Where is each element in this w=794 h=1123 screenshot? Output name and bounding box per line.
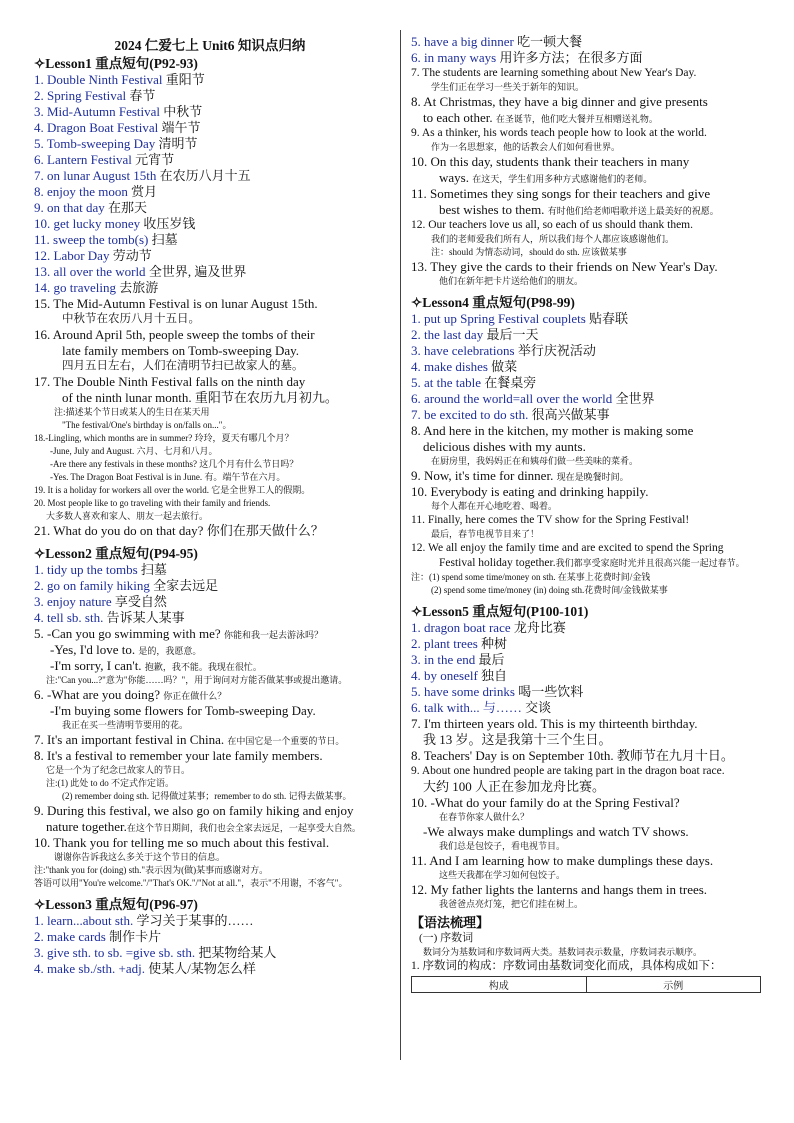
sentence-10: 10. Thank you for telling me so much about this festival. xyxy=(34,835,330,850)
lesson3-phrase-list xyxy=(34,913,386,977)
list-item: 6. talk with... 与…… 交谈 xyxy=(411,700,552,715)
sentence-11-translation: 最后，春节电视节目来了！ xyxy=(431,529,540,539)
sentence-9-translation: 大约 100 人正在参加龙舟比赛。 xyxy=(423,779,606,794)
sentence-12-note-1: 注：(1) spend some time/money on sth. 在某事上花费时间/金钱 xyxy=(411,572,651,582)
grammar-header: 【语法梳理】 xyxy=(411,915,490,930)
sentence-16-translation: 四月五日左右，人们在清明节扫已故家人的墓。 xyxy=(62,360,304,372)
page-title: 2024 仁爱七上 Unit6 知识点归纳 xyxy=(114,38,306,53)
sentence-12: 12. We all enjoy the family time and are excited to spend the Spring xyxy=(411,542,724,554)
sentence-8: 8. And here in the kitchen, my mother is making some xyxy=(411,423,694,438)
sentence-12: 12. My father lights the lanterns and hangs them in trees. xyxy=(411,882,708,897)
sentence-9-cont: nature together.在这个节日期间，我们也会全家去远足，一起享受大自然。 xyxy=(46,819,361,834)
lesson4-phrase-list xyxy=(411,311,763,423)
sentence-12-note-2: (2) spend some time/money (in) doing sth.花费时间/金钱做某事 xyxy=(431,585,668,595)
sentence-8-note-2: (2) remember doing sth. 记得做过某事；remember to do sth. 记得去做某事。 xyxy=(62,791,352,801)
sentence-10-note-1: 注:"thank you for (doing) sth."表示因为(做)某事而感谢对方。 xyxy=(34,865,269,875)
list-item: 12. Labor Day 劳动节 xyxy=(34,248,152,263)
list-item: 10. get lucky money 收压岁钱 xyxy=(34,216,196,231)
lesson1-phrase-list xyxy=(34,72,386,296)
sentence-10-cont: ways. 在这天，学生们用多种方式感谢他们的老师。 xyxy=(439,170,653,185)
right-column xyxy=(411,34,763,993)
list-item: 4. tell sb. sth. 告诉某人某事 xyxy=(34,610,185,625)
sentence-6b: -I'm buying some flowers for Tomb-sweeping Day. xyxy=(50,703,316,718)
sentence-18b: -June, July and August. 六月、七月和八月。 xyxy=(50,446,218,456)
sentence-10a: 10. -What do your family do at the Spring Festival? xyxy=(411,795,680,810)
list-item: 2. go on family hiking 全家去远足 xyxy=(34,578,219,593)
list-item: 6. around the world=all over the world 全世界 xyxy=(411,391,655,406)
sentence-7: 7. It's an important festival in China. 在中国它是一个重要的节日。 xyxy=(34,732,345,747)
grammar-subheading: (一) 序数词 xyxy=(419,932,474,944)
sentence-16-cont: late family members on Tomb-sweeping Day. xyxy=(62,343,300,358)
list-item: 1. put up Spring Festival couplets 贴春联 xyxy=(411,311,629,326)
list-item: 5. have some drinks 喝一些饮料 xyxy=(411,684,584,699)
list-item: 4. make sb./sth. +adj. 使某人/某物怎么样 xyxy=(34,961,256,976)
table-header: 示例 xyxy=(586,977,761,993)
sentence-12-cont: Festival holiday together.我们都享受家庭时光并且很高兴能一起过春节。 xyxy=(439,557,745,569)
sentence-17: 17. The Double Ninth Festival falls on the ninth day xyxy=(34,374,306,389)
sentence-9: 9. Now, it's time for dinner. 现在是晚餐时间。 xyxy=(411,468,629,483)
sentence-17-cont: of the ninth lunar month. 重阳节在农历九月初九。 xyxy=(62,390,338,405)
list-item: 6. Lantern Festival 元宵节 xyxy=(34,152,175,167)
sentence-12-note: 注：should 为情态动词，should do sth. 应该做某事 xyxy=(431,247,627,257)
sentence-10a-translation: 在春节你家人做什么？ xyxy=(439,812,530,822)
sentence-11-translation: 这些天我都在学习如何包饺子。 xyxy=(439,870,566,880)
list-item: 7. be excited to do sth. 很高兴做某事 xyxy=(411,407,610,422)
lesson2-header: ✧Lesson2 重点短句(P94-95) xyxy=(34,546,198,561)
lesson3-cont-phrase-list xyxy=(411,34,763,66)
list-item: 5. at the table 在餐桌旁 xyxy=(411,375,537,390)
sentence-9: 9. During this festival, we also go on family hiking and enjoy xyxy=(34,803,354,818)
sentence-18d: -Yes. The Dragon Boat Festival is in June. 有。端午节在六月。 xyxy=(50,472,286,482)
list-item: 3. in the end 最后 xyxy=(411,652,505,667)
sentence-10-note-2: 答语可以用"You're welcome."/"That's OK."/"Not at all."，表示"不用谢，不客气"。 xyxy=(34,878,348,888)
list-item: 6. in many ways 用许多方法；在很多方面 xyxy=(411,50,643,65)
list-item: 4. by oneself 独自 xyxy=(411,668,508,683)
sentence-7-translation: 我 13 岁。这是我第十三个生日。 xyxy=(423,732,612,747)
sentence-6a: 6. -What are you doing? 你正在做什么？ xyxy=(34,687,227,702)
sentence-6-translation: 我正在买一些清明节要用的花。 xyxy=(62,720,189,730)
sentence-5c: -I'm sorry, I can't. 抱歉，我不能。我现在很忙。 xyxy=(50,658,262,673)
list-item: 14. go traveling 去旅游 xyxy=(34,280,159,295)
sentence-13-translation: 他们在新年把卡片送给他们的朋友。 xyxy=(439,276,584,286)
sentence-7-translation: 学生们正在学习一些关于新年的知识。 xyxy=(431,82,585,92)
sentence-20-translation: 大多数人喜欢和家人、朋友一起去旅行。 xyxy=(46,511,209,521)
sentence-7: 7. I'm thirteen years old. This is my thirteenth birthday. xyxy=(411,716,698,731)
sentence-7: 7. The students are learning something about New Year's Day. xyxy=(411,67,697,79)
list-item: 2. Spring Festival 春节 xyxy=(34,88,156,103)
sentence-10b: -We always make dumplings and watch TV shows. xyxy=(423,824,689,839)
list-item: 9. on that day 在那天 xyxy=(34,200,148,215)
sentence-5a: 5. -Can you go swimming with me? 你能和我一起去游泳吗？ xyxy=(34,626,323,641)
list-item: 5. Tomb-sweeping Day 清明节 xyxy=(34,136,198,151)
sentence-11: 11. Sometimes they sing songs for their teachers and give xyxy=(411,186,711,201)
list-item: 3. give sth. to sb. =give sb. sth. 把某物给某人 xyxy=(34,945,277,960)
sentence-10-translation: 谢谢你告诉我这么多关于这个节日的信息。 xyxy=(54,852,226,862)
list-item: 1. dragon boat race 龙舟比赛 xyxy=(411,620,566,635)
lesson5-phrase-list xyxy=(411,620,763,716)
sentence-15: 15. The Mid-Autumn Festival is on lunar August 15th. xyxy=(34,296,318,311)
sentence-19: 19. It is a holiday for workers all over the world. 它是全世界工人的假期。 xyxy=(34,485,311,495)
grammar-point-1: 1. 序数词的构成：序数词由基数词变化而成，具体构成如下： xyxy=(411,960,722,972)
sentence-12-translation: 我们的老师爱我们所有人，所以我们每个人都应该感谢他们。 xyxy=(431,234,675,244)
list-item: 8. enjoy the moon 赏月 xyxy=(34,184,158,199)
sentence-5-note: 注:"Can you...?"意为"你能……吗？"，用于询问对方能否做某事或提出邀请。 xyxy=(46,675,348,685)
list-item: 1. tidy up the tombs 扫墓 xyxy=(34,562,167,577)
list-item: 3. Mid-Autumn Festival 中秋节 xyxy=(34,104,203,119)
list-item: 11. sweep the tomb(s) 扫墓 xyxy=(34,232,178,247)
sentence-17-note: 注:描述某个节日或某人的生日在某天用 xyxy=(54,407,210,417)
sentence-8: 8. Teachers' Day is on September 10th. 教师节在九月十日。 xyxy=(411,748,734,763)
sentence-9: 9. As a thinker, his words teach people how to look at the world. xyxy=(411,127,707,139)
lesson3-header: ✧Lesson3 重点短句(P96-97) xyxy=(34,897,198,912)
list-item: 2. plant trees 种树 xyxy=(411,636,508,651)
sentence-18a: 18.-Lingling, which months are in summer? 玲玲，夏天有哪几个月？ xyxy=(34,433,294,443)
list-item: 4. Dragon Boat Festival 端午节 xyxy=(34,120,201,135)
sentence-8-note-1: 注:(1) 此处 to do 不定式作定语。 xyxy=(46,778,174,788)
sentence-8: 8. At Christmas, they have a big dinner and give presents xyxy=(411,94,708,109)
list-item: 5. have a big dinner 吃一顿大餐 xyxy=(411,34,583,49)
sentence-16: 16. Around April 5th, people sweep the tombs of their xyxy=(34,327,315,342)
sentence-8: 8. It's a festival to remember your late family members. xyxy=(34,748,323,763)
list-item: 1. learn...about sth. 学习关于某事的…… xyxy=(34,913,254,928)
sentence-9: 9. About one hundred people are taking part in the dragon boat race. xyxy=(411,765,725,777)
list-item: 7. on lunar August 15th 在农历八月十五 xyxy=(34,168,251,183)
sentence-10-translation: 每个人都在开心地吃着、喝着。 xyxy=(431,501,558,511)
sentence-12: 12. Our teachers love us all, so each of us should thank them. xyxy=(411,219,694,231)
sentence-11-cont: best wishes to them. 有时他们给老师唱歌并送上最美好的祝愿。 xyxy=(439,202,719,217)
list-item: 4. make dishes 做菜 xyxy=(411,359,518,374)
sentence-20: 20. Most people like to go traveling with their family and friends. xyxy=(34,498,271,508)
sentence-17-note-2: "The festival/One's birthday is on/falls on..."。 xyxy=(62,420,232,430)
sentence-11: 11. Finally, here comes the TV show for the Spring Festival! xyxy=(411,514,690,526)
sentence-12-translation: 我爸爸点亮灯笼，把它们挂在树上。 xyxy=(439,899,584,909)
sentence-10b-translation: 我们总是包饺子，看电视节目。 xyxy=(439,841,566,851)
left-column xyxy=(34,34,386,977)
sentence-8-translation: 在厨房里，我妈妈正在和姨母们做一些美味的菜肴。 xyxy=(431,456,639,466)
lesson2-phrase-list xyxy=(34,562,386,626)
sentence-13: 13. They give the cards to their friends on New Year's Day. xyxy=(411,259,718,274)
sentence-10: 10. On this day, students thank their teachers in many xyxy=(411,154,690,169)
lesson5-header: ✧Lesson5 重点短句(P100-101) xyxy=(411,604,589,619)
list-item: 13. all over the world 全世界, 遍及世界 xyxy=(34,264,247,279)
sentence-8-cont: to each other. 在圣诞节，他们吃大餐并互相赠送礼物。 xyxy=(423,110,658,125)
ordinal-table xyxy=(411,976,761,993)
sentence-8-translation: 它是一个为了纪念已故家人的节日。 xyxy=(46,765,191,775)
column-divider xyxy=(400,30,401,1060)
list-item: 2. the last day 最后一天 xyxy=(411,327,539,342)
table-header: 构成 xyxy=(412,977,587,993)
sentence-21: 21. What do you do on that day? 你们在那天做什么？ xyxy=(34,523,324,538)
list-item: 3. enjoy nature 享受自然 xyxy=(34,594,167,609)
grammar-intro: 数词分为基数词和序数词两大类。基数词表示数量，序数词表示顺序。 xyxy=(423,947,703,957)
sentence-15-translation: 中秋节在农历八月十五日。 xyxy=(62,313,200,325)
list-item: 3. have celebrations 举行庆祝活动 xyxy=(411,343,596,358)
sentence-18c: -Are there any festivals in these months? 这几个月有什么节日吗？ xyxy=(50,459,299,469)
sentence-10: 10. Everybody is eating and drinking happily. xyxy=(411,484,649,499)
lesson1-header: ✧Lesson1 重点短句(P92-93) xyxy=(34,56,198,71)
sentence-9-translation: 作为一名思想家，他的话教会人们如何看世界。 xyxy=(431,142,621,152)
sentence-8-cont: delicious dishes with my aunts. xyxy=(423,439,586,454)
list-item: 2. make cards 制作卡片 xyxy=(34,929,162,944)
sentence-5b: -Yes, I'd love to. 是的，我愿意。 xyxy=(50,642,202,657)
lesson4-header: ✧Lesson4 重点短句(P98-99) xyxy=(411,295,575,310)
sentence-11: 11. And I am learning how to make dumplings these days. xyxy=(411,853,714,868)
list-item: 1. Double Ninth Festival 重阳节 xyxy=(34,72,205,87)
